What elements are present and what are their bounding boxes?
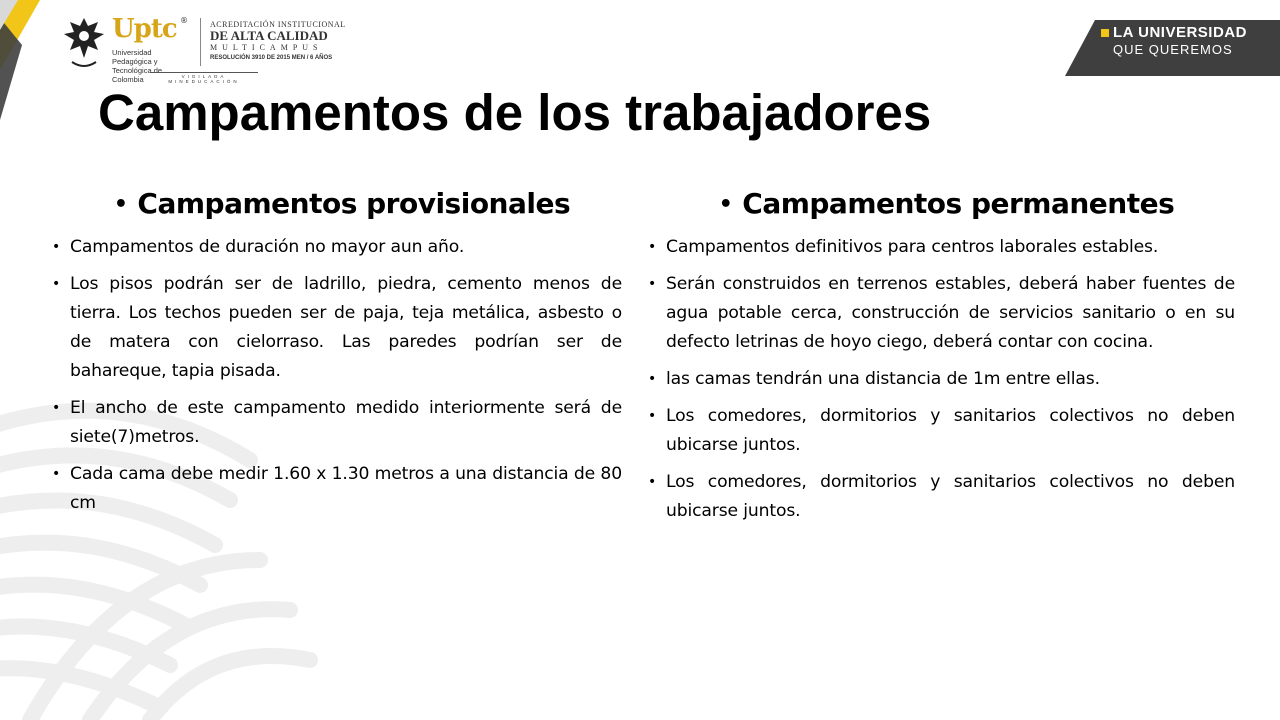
list-item: • Los comedores, dormitorios y sanitarios colectivos no deben ubicarse juntos. [658,402,1235,460]
bullet-icon: • [718,192,733,217]
bullet-icon: • [648,474,657,490]
list-item: • las camas tendrán una distancia de 1m entre ellas. [658,365,1235,394]
list-item: • El ancho de este campamento medido interiormente será de siete(7)metros. [62,394,622,452]
banner-line-1: LA UNIVERSIDAD [1113,24,1247,41]
bullet-icon: • [52,466,61,482]
banner-line-2: QUE QUEREMOS [1113,42,1233,57]
list-item: • Campamentos de duración no mayor aun año. [62,233,622,262]
right-heading-text: Campamentos permanentes [742,187,1175,220]
left-heading [62,180,622,229]
accreditation-line-3: MULTICAMPUS [210,43,323,52]
list-item: • Los comedores, dormitorios y sanitarios colectivos no deben ubicarse juntos. [658,468,1235,526]
accreditation-line-4: RESOLUCIÓN 3910 DE 2015 MEN / 6 AÑOS [210,55,333,61]
bullet-icon: • [648,408,657,424]
accreditation-line-1: ACREDITACIÓN INSTITUCIONAL [210,20,346,29]
registered-mark: ® [180,16,188,25]
logo-divider [200,18,201,66]
university-logo[interactable] [62,12,352,82]
accreditation-line-2: DE ALTA CALIDAD [210,28,328,43]
bullet-icon: • [52,400,61,416]
bullet-icon: • [648,276,657,292]
right-heading [658,180,1235,229]
bullet-icon: • [648,371,657,387]
logo-wordmark: Uptc [112,14,177,44]
eagle-crest-icon [62,14,106,72]
list-item: • Los pisos podrán ser de ladrillo, piedra, cemento menos de tierra. Los techos pueden ser de paja, teja metálica, asbesto o de matera con cielorraso. Las paredes podrían ser de bahareque, tapia pisada. [62,270,622,386]
left-column [52,180,622,526]
bullet-icon: • [113,192,128,217]
bullet-icon: • [52,239,61,255]
left-list [52,233,622,518]
list-item: • Serán construidos en terrenos estables, deberá haber fuentes de agua potable cerca, construcción de servicios sanitario o en su defecto letrinas de hoyo ciego, deberá contar con cocina. [658,270,1235,357]
logo-subtitle: Universidad Pedagógica y Tecnológica de Colombia [112,48,163,84]
slide-title: Campamentos de los trabajadores [98,84,932,141]
left-heading-text: Campamentos provisionales [137,187,571,220]
right-list [648,233,1235,526]
vigilada-label: VIGILADA MINEDUCACIÓN [150,72,258,84]
list-item: • Cada cama debe medir 1.60 x 1.30 metros a una distancia de 80 cm [62,460,622,518]
bullet-icon: • [52,276,61,292]
right-column [648,180,1235,534]
bullet-icon: • [648,239,657,255]
accreditation-block [210,20,346,63]
corner-accent-graphic [0,0,60,130]
slogan-banner [1065,20,1280,76]
list-item: • Campamentos definitivos para centros laborales estables. [658,233,1235,262]
